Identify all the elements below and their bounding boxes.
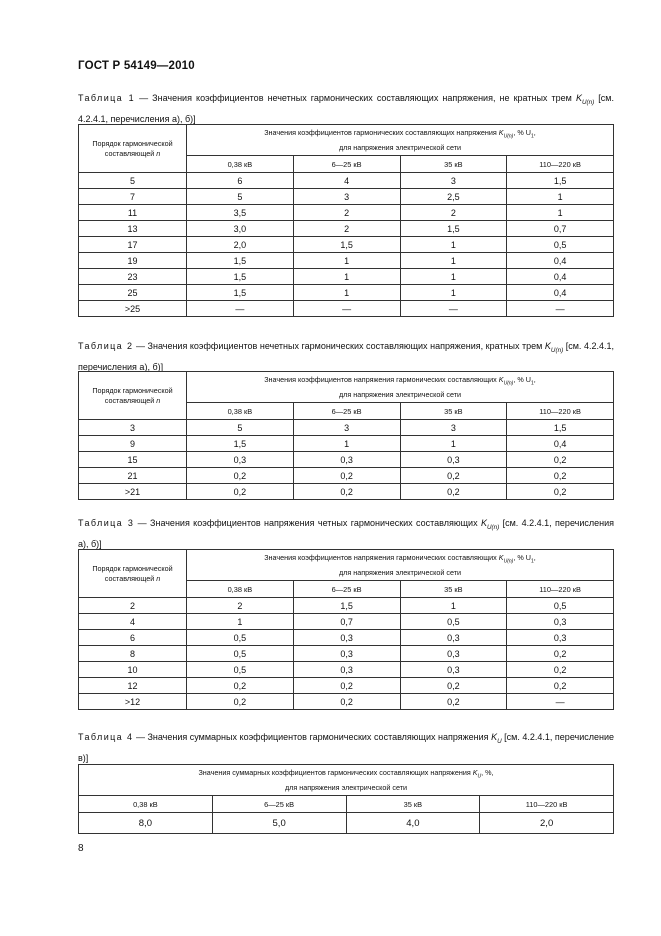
table2-label: Таблица 2 xyxy=(78,341,134,351)
voltage-header: 35 кВ xyxy=(400,581,507,598)
group-header: Значения коэффициентов гармонических составляющих напряжения $K_{U(n)}$, % $U_1$, для напряжения электрической сети xyxy=(187,125,614,156)
table4-label: Таблица 4 xyxy=(78,732,134,742)
page-number: 8 xyxy=(78,843,84,854)
table-row: 8,0 5,0 4,0 2,0 xyxy=(79,813,614,834)
table-row: 17 2,0 1,5 1 0,5 xyxy=(79,237,614,253)
document-id: ГОСТ Р 54149—2010 xyxy=(78,60,195,72)
table3 xyxy=(78,549,614,710)
table-row: 19 1,5 1 1 0,4 xyxy=(79,253,614,269)
voltage-header: 110—220 кВ xyxy=(507,403,614,420)
order-column-header: Порядок гармонической составляющей n xyxy=(79,372,187,420)
table-row: 5 6 4 3 1,5 xyxy=(79,173,614,189)
table-row: 2 2 1,5 1 0,5 xyxy=(79,598,614,614)
voltage-header: 35 кВ xyxy=(346,796,480,813)
symbol-k: K xyxy=(575,93,582,103)
voltage-header: 0,38 кВ xyxy=(79,796,213,813)
voltage-header: 110—220 кВ xyxy=(507,156,614,173)
group-header: Значения коэффициентов напряжения гармонических составляющих $K_{U(n)}$, % $U_1$, для напряжения электрической сети xyxy=(187,550,614,581)
order-column-header: Порядок гармонической составляющей n xyxy=(79,125,187,173)
table-row: 25 1,5 1 1 0,4 xyxy=(79,285,614,301)
table4-caption: Таблица 4 — Значения суммарных коэффициентов гармонических составляющих напряжения $K_U$ [см. 4.2.4.1, перечисление в)] xyxy=(78,732,614,763)
table-row: 10 0,5 0,3 0,3 0,2 xyxy=(79,662,614,678)
voltage-header: 6—25 кВ xyxy=(212,796,346,813)
voltage-header: 6—25 кВ xyxy=(293,403,400,420)
voltage-header: 0,38 кВ xyxy=(187,581,294,598)
group-header: Значения коэффициентов напряжения гармонических составляющих $K_{U(n)}$, % $U_1$, для напряжения электрической сети xyxy=(187,372,614,403)
table-row: >25 — — — — xyxy=(79,301,614,317)
table-row: 4 1 0,7 0,5 0,3 xyxy=(79,614,614,630)
voltage-header: 35 кВ xyxy=(400,403,507,420)
table1-label: Таблица 1 xyxy=(78,93,135,103)
table1-caption: Таблица 1 — Значения коэффициентов нечетных гармонических составляющих напряжения, не кратных трем $K_{U(n)}$ [см. 4.2.4.1, перечисления а), б)] xyxy=(78,93,614,124)
order-column-header: Порядок гармонической составляющей n xyxy=(79,550,187,598)
voltage-header: 6—25 кВ xyxy=(293,156,400,173)
voltage-header: 6—25 кВ xyxy=(293,581,400,598)
voltage-header: 0,38 кВ xyxy=(187,403,294,420)
table-row: 6 0,5 0,3 0,3 0,3 xyxy=(79,630,614,646)
table-row: 3 5 3 3 1,5 xyxy=(79,420,614,436)
table-row: 23 1,5 1 1 0,4 xyxy=(79,269,614,285)
voltage-header: 0,38 кВ xyxy=(187,156,294,173)
table-row: >21 0,2 0,2 0,2 0,2 xyxy=(79,484,614,500)
table-row: 11 3,5 2 2 1 xyxy=(79,205,614,221)
table1 xyxy=(78,124,614,317)
table-row: >12 0,2 0,2 0,2 — xyxy=(79,694,614,710)
voltage-header: 35 кВ xyxy=(400,156,507,173)
table3-caption: Таблица 3 — Значения коэффициентов напряжения четных гармонических составляющих $K_{U(n)}$ [см. 4.2.4.1, перечисления а), б)] xyxy=(78,518,614,549)
table2 xyxy=(78,371,614,500)
table4 xyxy=(78,764,614,834)
table-row: 15 0,3 0,3 0,3 0,2 xyxy=(79,452,614,468)
table3-label: Таблица 3 xyxy=(78,518,135,528)
voltage-header: 110—220 кВ xyxy=(507,581,614,598)
table2-caption: Таблица 2 — Значения коэффициентов нечетных гармонических составляющих напряжения, кратных трем $K_{U(n)}$ [см. 4.2.4.1, перечисления а), б)] xyxy=(78,341,614,372)
table-row: 12 0,2 0,2 0,2 0,2 xyxy=(79,678,614,694)
table-row: 13 3,0 2 1,5 0,7 xyxy=(79,221,614,237)
table-row: 9 1,5 1 1 0,4 xyxy=(79,436,614,452)
table-row: 8 0,5 0,3 0,3 0,2 xyxy=(79,646,614,662)
voltage-header: 110—220 кВ xyxy=(480,796,614,813)
group-header: Значения суммарных коэффициентов гармонических составляющих напряжения $K_U$, %, для напряжения электрической сети xyxy=(79,765,614,796)
table-row: 7 5 3 2,5 1 xyxy=(79,189,614,205)
table-row: 21 0,2 0,2 0,2 0,2 xyxy=(79,468,614,484)
